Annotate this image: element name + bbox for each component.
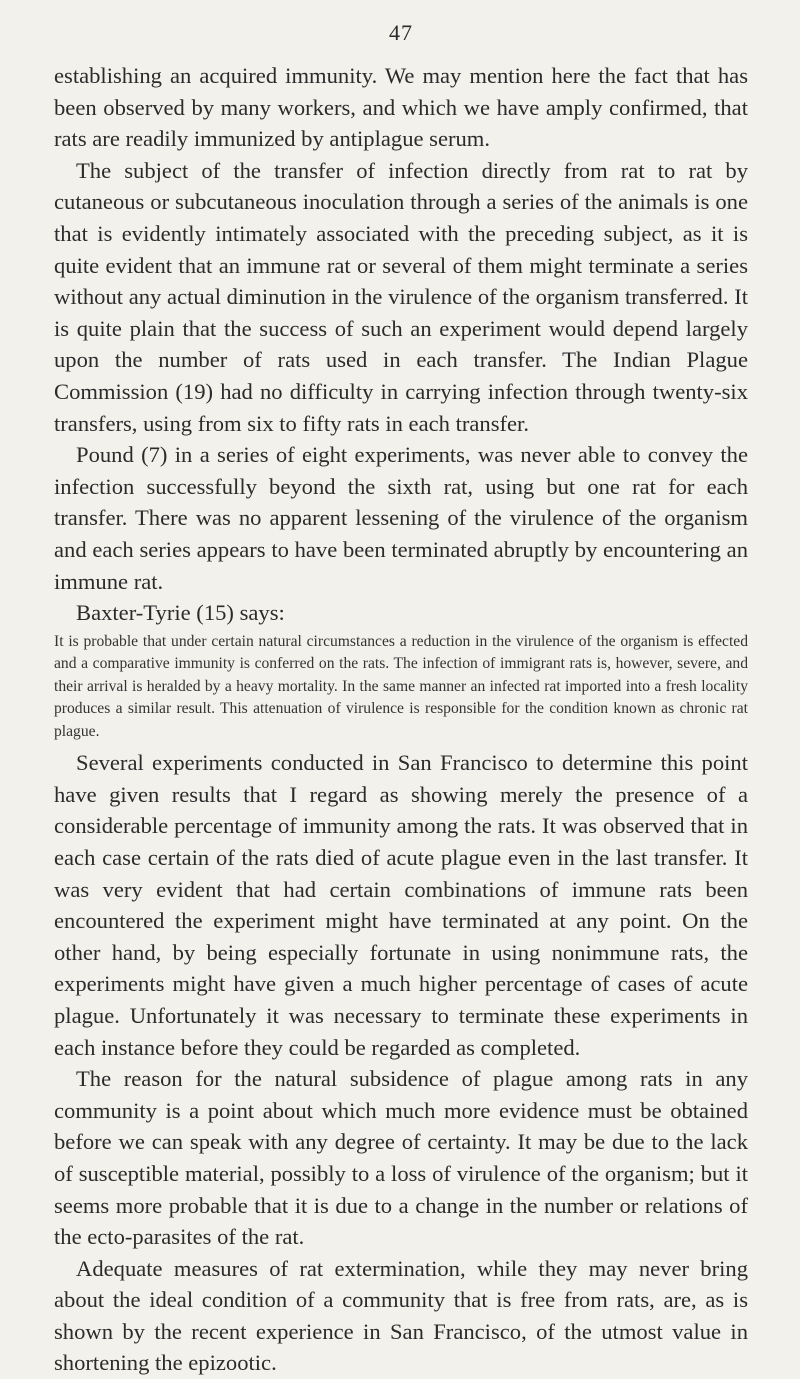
paragraph-1: establishing an acquired immunity. We may mention here the fact that has been observed by many workers, and which we have amply confirmed, that rats are readily immunized by antiplague serum. <box>54 63 748 152</box>
block-quote: It is probable that under certain natural circumstances a reduction in the virulence of the organism is effected and a comparative immunity is conferred on the rats. The infection of immigrant rats is, however, severe, and their arrival is heralded by a heavy mortality. In the same manner an infected rat imported into a fresh locality produces a similar result. This attenuation of virulence is responsible for the condition known as chronic rat plague. <box>54 632 748 740</box>
paragraph-7: Adequate measures of rat extermination, while they may never bring about the ideal condition of a community that is free from rats, are, as is shown by the recent experience in San Francisco, of the utmost value in shortening the epizootic. <box>54 1255 748 1376</box>
paragraph-2: The subject of the transfer of infection directly from rat to rat by cutaneous or subcutaneous inoculation through a series of the animals is one that is evidently intimately associated with the preceding subject, as it is quite evident that an immune rat or several of them might terminate a series without any actual diminution in the virulence of the organism transferred. It is quite plain that the success of such an experiment would depend largely upon the number of rats used in each transfer. The Indian Plague Commission (19) had no difficulty in carrying infection through twenty-six transfers, using from six to fifty rats in each transfer. <box>54 157 748 436</box>
paragraph-3: Pound (7) in a series of eight experiments, was never able to convey the infection successfully beyond the sixth rat, using but one rat for each transfer. There was no apparent lessening of the virulence of the organism and each series appears to have been terminated abruptly by encountering an immune rat. <box>54 442 748 594</box>
paragraph-5: Several experiments conducted in San Francisco to determine this point have given results that I regard as showing merely the presence of a considerable percentage of immunity among the rats. It was observed that in each case certain of the rats died of acute plague even in the last transfer. It was very evident that had certain combinations of immune rats been encountered the experiment might have terminated at any point. On the other hand, by being especially fortunate in using nonimmune rats, the experiments might have given a much higher percentage of cases of acute plague. Unfortunately it was necessary to terminate these experiments in each instance before they could be regarded as completed. <box>54 750 748 1060</box>
page-number: 47 <box>389 20 413 45</box>
paragraph-4: Baxter-Tyrie (15) says: <box>76 600 285 626</box>
paragraph-6: The reason for the natural subsidence of plague among rats in any community is a point about which much more evidence must be obtained before we can speak with any degree of certainty. It may be due to the lack of susceptible material, possibly to a loss of virulence of the organism; but it seems more probable that it is due to a change in the number or relations of the ecto-parasites of the rat. <box>54 1066 748 1250</box>
